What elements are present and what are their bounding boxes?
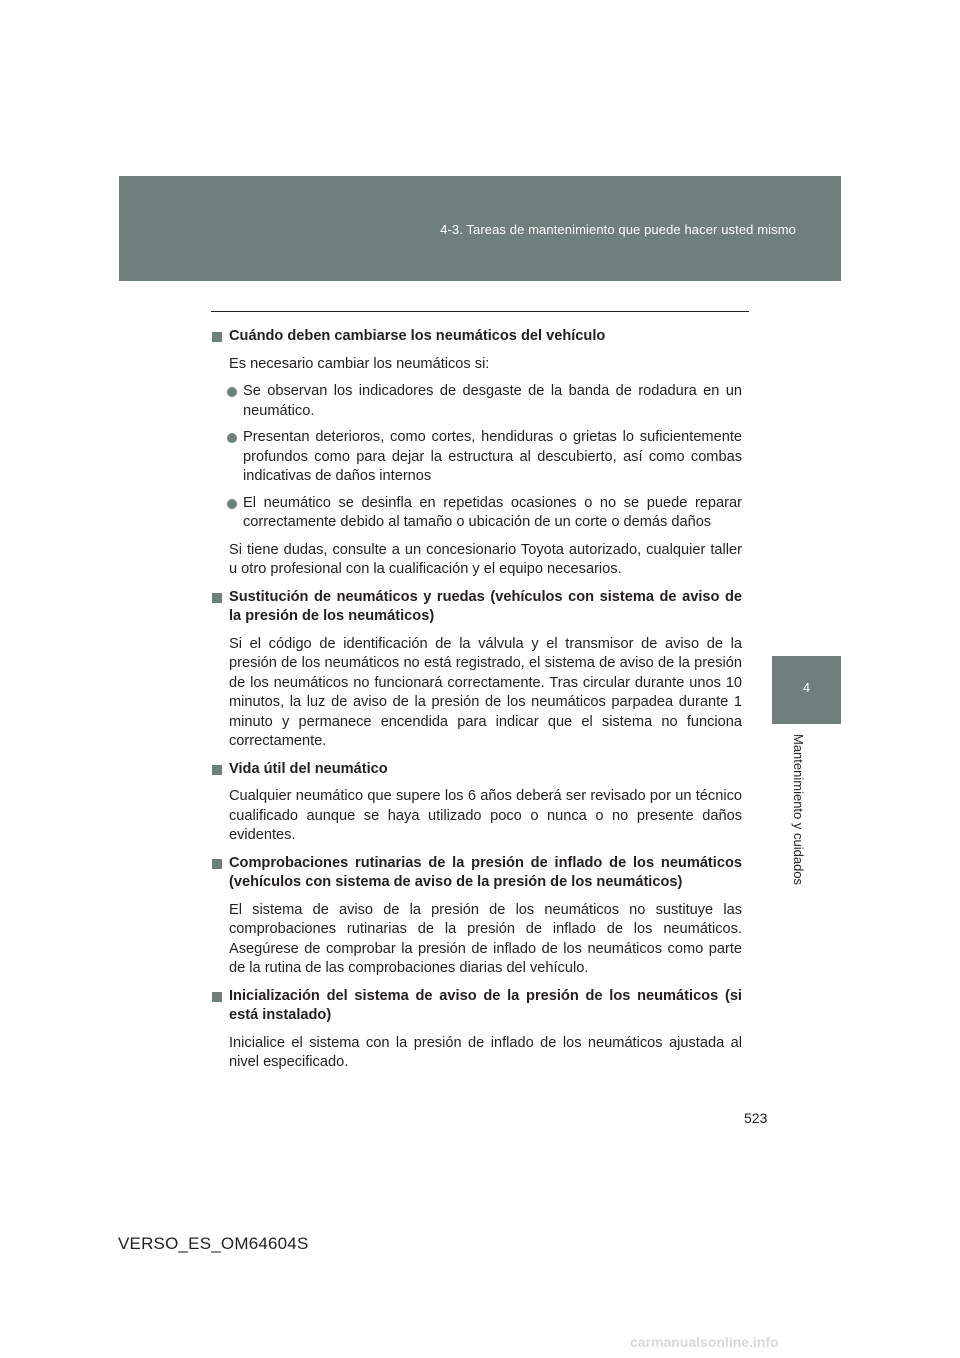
list-item: El neumático se desinfla en repetidas ocasiones o no se puede reparar correctamente debido al tamaño o ubicación de un corte o demás daños [212, 494, 742, 533]
section-heading: Cuándo deben cambiarse los neumáticos del vehículo [212, 327, 742, 347]
section-body: Inicialice el sistema con la presión de inflado de los neumáticos ajustada al nivel especificado. [229, 1034, 742, 1070]
section-intro: Es necesario cambiar los neumáticos si: [229, 355, 490, 372]
section-tire-replacement-when [212, 327, 742, 580]
document-code: VERSO_ES_OM64604S [118, 1234, 309, 1253]
square-bullet-icon [212, 332, 222, 342]
chapter-number: 4 [802, 680, 811, 695]
section-tire-wheel-replacement [212, 588, 742, 752]
section-heading: Inicialización del sistema de aviso de la presión de los neumáticos (si está instalado) [212, 987, 742, 1026]
page-number: 523 [744, 1110, 768, 1126]
page-content [212, 327, 742, 1073]
square-bullet-icon [212, 859, 222, 869]
top-divider [211, 311, 749, 312]
square-bullet-icon [212, 765, 222, 775]
section-tire-lifespan [212, 760, 742, 846]
section-initialization [212, 987, 742, 1073]
section-heading: Vida útil del neumático [212, 760, 742, 780]
watermark: carmanualsonline.info [630, 1334, 779, 1350]
section-body: Cualquier neumático que supere los 6 años deberá ser revisado por un técnico cualificado aunque se haya utilizado poco o nunca o no presente daños evidentes. [229, 788, 742, 843]
section-closing: Si tiene dudas, consulte a un concesionario Toyota autorizado, cualquier taller u otro profesional con la cualificación y el equipo necesarios. [229, 541, 742, 577]
section-body: Si el código de identificación de la válvula y el transmisor de aviso de la presión de los neumáticos no está registrado, el sistema de aviso de la presión de los neumáticos no funcionará correctamente. Tras circular durante unos 10 minutos, la luz de aviso de la presión de los neumáticos parpadea durante 1 minuto y permanece encendida para indicar que el sistema no funciona correctamente. [229, 635, 742, 749]
list-item: Presentan deterioros, como cortes, hendiduras o grietas lo suficientemente profundos como para dejar la estructura al descubierto, así como combas indicativas de daños internos [212, 428, 742, 487]
circle-bullet-icon [227, 499, 237, 509]
chapter-tab [772, 656, 841, 724]
section-heading: Comprobaciones rutinarias de la presión de inflado de los neumáticos (vehículos con sistema de aviso de la presión de los neumáticos) [212, 854, 742, 893]
circle-bullet-icon [227, 387, 237, 397]
chapter-title: Mantenimiento y cuidados [791, 734, 806, 886]
circle-bullet-icon [227, 433, 237, 443]
section-heading: Sustitución de neumáticos y ruedas (vehículos con sistema de aviso de la presión de los neumáticos) [212, 588, 742, 627]
bullet-list [212, 382, 742, 533]
list-item: Se observan los indicadores de desgaste de la banda de rodadura en un neumático. [212, 382, 742, 421]
section-body: El sistema de aviso de la presión de los neumáticos no sustituye las comprobaciones rutinarias de la presión de inflado de los neumáticos. Asegúrese de comprobar la presión de inflado de los neumáticos como parte de la rutina de las comprobaciones diarias del vehículo. [229, 901, 742, 976]
section-routine-checks [212, 854, 742, 979]
header-band [119, 176, 841, 281]
section-title: 4-3. Tareas de mantenimiento que puede hacer usted mismo [440, 222, 796, 237]
square-bullet-icon [212, 992, 222, 1002]
square-bullet-icon [212, 593, 222, 603]
